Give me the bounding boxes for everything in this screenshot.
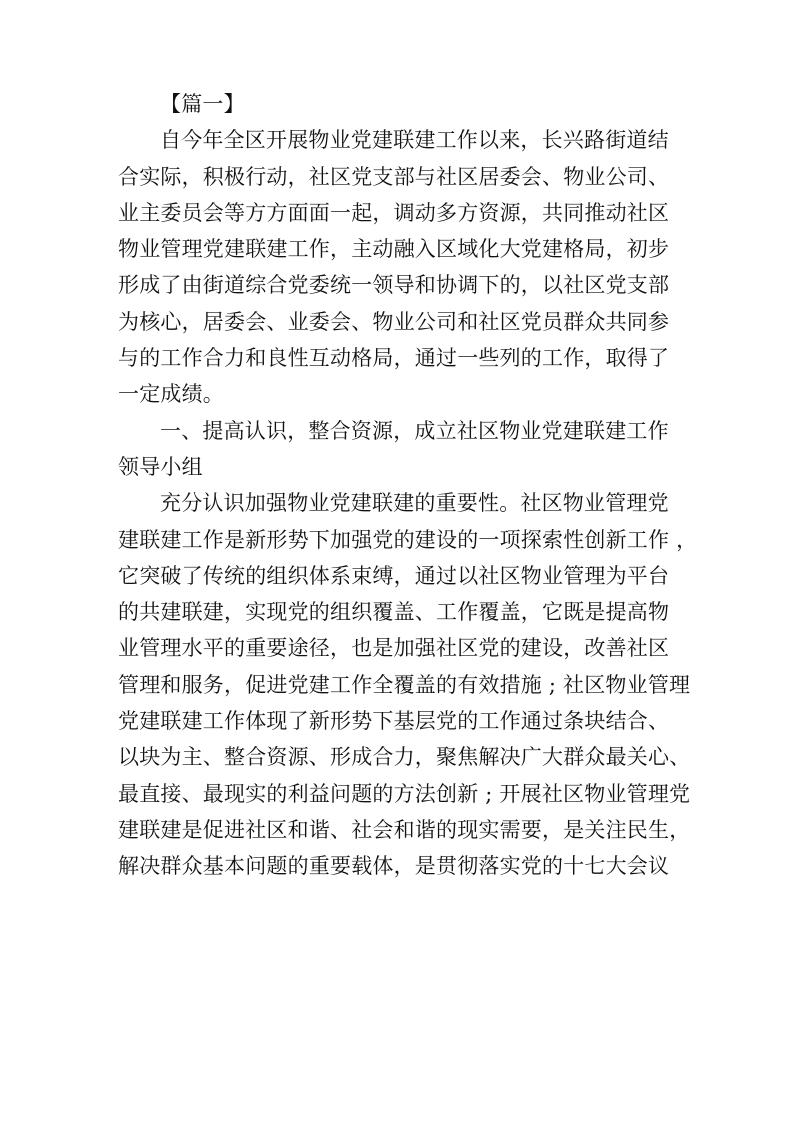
paragraph-line: 形成了由街道综合党委统一领导和协调下的，以社区党支部 [118, 273, 670, 298]
paragraph-line: 合实际，积极行动，社区党支部与社区居委会、物业公司、 [118, 164, 670, 189]
paragraph-line: 建联建工作是新形势下加强党的建设的一项探索性创新工作 ， [118, 527, 698, 552]
paragraph-line: 物业管理党建联建工作，主动融入区域化大党建格局，初步 [118, 237, 670, 262]
paragraph-line: 充分认识加强物业党建联建的重要性。社区物业管理党 [160, 491, 669, 516]
paragraph-line: 它突破了传统的组织体系束缚，通过以社区物业管理为平台 [118, 563, 670, 588]
document-body [118, 86, 698, 885]
paragraph-line: 建联建是促进社区和谐、社会和谐的现实需要，是关注民生， [118, 817, 691, 842]
paragraph-line: 党建联建工作体现了新形势下基层党的工作通过条块结合、 [118, 709, 670, 734]
paragraph-line: 为核心，居委会、业委会、物业公司和社区党员群众共同参 [118, 309, 670, 334]
paragraph-line: 解决群众基本问题的重要载体，是贯彻落实党的十七大会议 [118, 854, 670, 879]
paragraph-1 [118, 122, 678, 412]
heading-1 [118, 413, 678, 486]
paragraph-line: 最直接、最现实的利益问题的方法创新 ; 开展社区物业管理党 [118, 781, 691, 806]
paragraph-line: 以块为主、整合资源、形成合力，聚焦解决广大群众最关心、 [118, 745, 691, 770]
heading-line: 领导小组 [118, 454, 203, 479]
paragraph-2 [118, 485, 698, 884]
paragraph-line: 与的工作合力和良性互动格局，通过一些列的工作，取得了 [118, 346, 670, 371]
paragraph-line: 业管理水平的重要途径，也是加强社区党的建设，改善社区 [118, 636, 670, 661]
heading-line: 一、提高认识，整合资源，成立社区物业党建联建工作 [160, 418, 669, 443]
paragraph-line: 的共建联建，实现党的组织覆盖、工作覆盖，它既是提高物 [118, 600, 670, 625]
paragraph-line: 自今年全区开展物业党建联建工作以来，长兴路街道结 [160, 128, 669, 153]
paragraph-line: 管理和服务，促进党建工作全覆盖的有效措施 ; 社区物业管理 [118, 672, 691, 697]
paragraph-line: 一定成绩。 [118, 382, 224, 407]
section-title: 【篇一】 [160, 92, 245, 116]
paragraph-line: 业主委员会等方方面面一起，调动多方资源，共同推动社区 [118, 200, 670, 225]
